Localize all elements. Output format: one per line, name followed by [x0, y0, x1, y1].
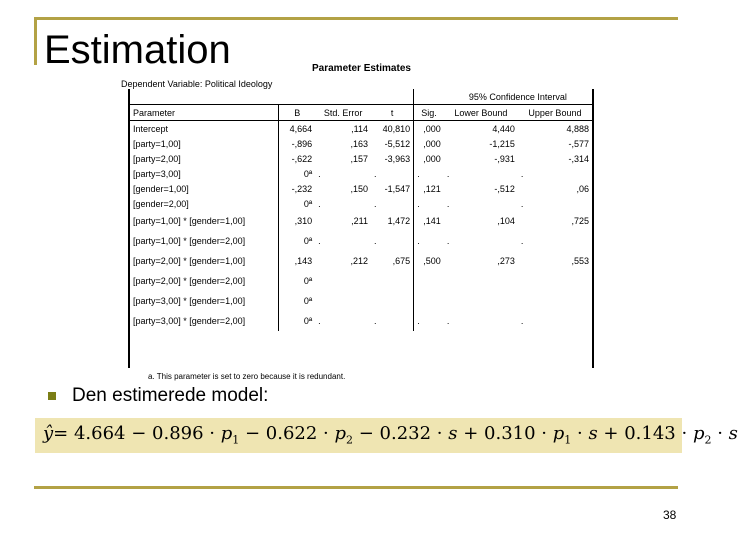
col-header-upper-bound: Upper Bound	[518, 105, 592, 121]
param-cell: [party=1,00] * [gender=1,00]	[133, 216, 246, 226]
b-cell: -,622	[279, 151, 315, 166]
param-cell: [party=3,00] * [gender=1,00]	[133, 296, 246, 306]
table-row	[130, 166, 592, 181]
parameter-estimates-title: Parameter Estimates	[312, 63, 411, 74]
b-cell: 0ª	[279, 231, 315, 251]
eq-sub: 2	[346, 433, 354, 447]
t-cell: 40,810	[382, 123, 411, 134]
sig-cell: ,121	[414, 181, 444, 196]
eq-part: + 0.310 ·	[457, 423, 553, 444]
t-cell: .	[374, 168, 377, 179]
sig-cell: ,000	[414, 121, 444, 137]
table-row	[130, 151, 592, 166]
lower-bound-cell: .	[446, 168, 450, 179]
t-cell: 1,472	[387, 216, 411, 226]
lower-bound-cell: -,512	[494, 183, 515, 194]
t-cell: .	[374, 198, 377, 209]
eq-yhat: ŷ	[43, 423, 54, 444]
col-header-std-error: Std. Error	[315, 105, 371, 121]
t-cell: ,675	[392, 256, 411, 266]
b-cell: ,143	[279, 251, 315, 271]
equation-box	[35, 418, 738, 453]
upper-bound-cell: .	[520, 168, 524, 179]
b-cell: ,310	[279, 211, 315, 231]
blank-header	[130, 89, 279, 105]
lower-bound-cell: ,104	[497, 216, 515, 226]
lower-bound-cell: -1,215	[489, 138, 515, 149]
param-cell: [gender=2,00]	[133, 198, 189, 209]
eq-part: − 0.622 ·	[239, 423, 335, 444]
blank-header	[414, 89, 444, 105]
param-cell: [party=1,00] * [gender=2,00]	[133, 236, 246, 246]
b-cell: -,232	[279, 181, 315, 196]
table-footnote: a. This parameter is set to zero because it is redundant.	[148, 372, 346, 381]
upper-bound-cell: ,725	[571, 216, 589, 226]
lower-bound-cell: .	[446, 316, 450, 326]
param-cell: [party=3,00]	[133, 168, 181, 179]
col-header-t: t	[371, 105, 414, 121]
blank-header	[279, 89, 315, 105]
square-bullet-icon	[48, 392, 56, 400]
b-cell: -,896	[279, 136, 315, 151]
b-cell: 0ª	[279, 196, 315, 211]
table-row	[130, 291, 592, 311]
col-header-parameter: Parameter	[130, 105, 279, 121]
t-cell: .	[374, 236, 377, 246]
eq-part: ·	[571, 423, 589, 444]
se-cell: ,212	[350, 256, 368, 266]
col-header-lower-bound: Lower Bound	[444, 105, 518, 121]
b-cell: 4,664	[279, 121, 315, 137]
se-cell: ,114	[351, 123, 368, 134]
table-row	[130, 196, 592, 211]
se-cell: ,157	[350, 153, 368, 164]
t-cell: .	[374, 316, 377, 326]
parameter-estimates-table	[128, 89, 594, 368]
upper-bound-cell: -,314	[568, 153, 589, 164]
table-row	[130, 311, 592, 331]
se-cell: ,150	[350, 183, 368, 194]
sig-cell: .	[414, 231, 444, 251]
b-cell: 0ª	[279, 291, 315, 311]
param-cell: [gender=1,00]	[133, 183, 189, 194]
se-cell: ,163	[350, 138, 368, 149]
param-cell: [party=2,00] * [gender=2,00]	[133, 276, 246, 286]
eq-part: − 0.232 ·	[353, 423, 449, 444]
upper-bound-cell	[518, 271, 592, 291]
left-rule	[34, 17, 37, 65]
lower-bound-cell: 4,440	[492, 123, 515, 134]
eq-p: p	[552, 423, 565, 444]
param-cell: [party=1,00]	[133, 138, 181, 149]
upper-bound-cell: 4,888	[566, 123, 589, 134]
param-cell: Intercept	[133, 123, 169, 134]
sig-cell	[414, 291, 444, 311]
t-cell: -3,963	[384, 153, 411, 164]
eq-p: p	[220, 423, 233, 444]
blank-header	[371, 89, 414, 105]
t-cell: -1,547	[384, 183, 411, 194]
eq-s: s	[588, 423, 598, 444]
se-cell: .	[318, 168, 321, 179]
se-cell: ,211	[351, 216, 368, 226]
param-cell: [party=2,00] * [gender=1,00]	[133, 256, 246, 266]
b-cell: 0ª	[279, 271, 315, 291]
sig-cell: .	[414, 166, 444, 181]
lower-bound-cell	[444, 291, 518, 311]
page-number: 38	[663, 508, 677, 522]
top-rule	[34, 17, 678, 20]
b-cell: 0ª	[279, 311, 315, 331]
se-cell: .	[318, 198, 321, 209]
eq-part: ·	[711, 423, 729, 444]
lower-bound-cell: ,273	[497, 256, 515, 266]
eq-sub: 1	[232, 433, 240, 447]
eq-part: + 0.143 ·	[597, 423, 693, 444]
ci-header: 95% Confidence Interval	[444, 89, 592, 105]
upper-bound-cell: .	[520, 316, 524, 326]
eq-p: p	[334, 423, 347, 444]
table-row	[130, 211, 592, 231]
regression-equation	[43, 423, 738, 447]
eq-s: s	[728, 423, 738, 444]
sig-cell: ,141	[414, 211, 444, 231]
sig-cell: .	[414, 311, 444, 331]
se-cell: .	[318, 316, 321, 326]
t-cell: -5,512	[384, 138, 411, 149]
sig-cell: ,000	[414, 151, 444, 166]
upper-bound-cell: ,553	[571, 256, 589, 266]
table-row	[130, 181, 592, 196]
slide-title: Estimation	[44, 28, 231, 72]
lower-bound-cell	[444, 271, 518, 291]
sig-cell	[414, 271, 444, 291]
b-cell: 0ª	[279, 166, 315, 181]
table-row	[130, 251, 592, 271]
bullet-text: Den estimerede model:	[72, 385, 269, 406]
upper-bound-cell	[518, 291, 592, 311]
col-header-sig: Sig.	[414, 105, 444, 121]
se-cell: .	[318, 236, 321, 246]
bottom-rule	[34, 486, 678, 489]
lower-bound-cell: -,931	[494, 153, 515, 164]
sig-cell: ,000	[414, 136, 444, 151]
se-cell	[315, 291, 371, 311]
upper-bound-cell: ,06	[576, 183, 589, 194]
upper-bound-cell: .	[520, 236, 524, 246]
table-row	[130, 121, 592, 137]
eq-sub: 1	[564, 433, 572, 447]
eq-s: s	[448, 423, 458, 444]
lower-bound-cell: .	[446, 198, 450, 209]
col-header-b: B	[279, 105, 315, 121]
blank-header	[315, 89, 371, 105]
eq-part: = 4.664 − 0.896 ·	[53, 423, 221, 444]
table-row	[130, 231, 592, 251]
upper-bound-cell: .	[520, 198, 524, 209]
upper-bound-cell: -,577	[568, 138, 589, 149]
dependent-variable-label: Dependent Variable: Political Ideology	[121, 79, 273, 89]
sig-cell: .	[414, 196, 444, 211]
table-row	[130, 136, 592, 151]
param-cell: [party=2,00]	[133, 153, 181, 164]
lower-bound-cell: .	[446, 236, 450, 246]
eq-p: p	[692, 423, 705, 444]
se-cell	[315, 271, 371, 291]
t-cell	[371, 271, 414, 291]
eq-sub: 2	[704, 433, 712, 447]
sig-cell: ,500	[414, 251, 444, 271]
table-row	[130, 271, 592, 291]
param-cell: [party=3,00] * [gender=2,00]	[133, 316, 246, 326]
t-cell	[371, 291, 414, 311]
